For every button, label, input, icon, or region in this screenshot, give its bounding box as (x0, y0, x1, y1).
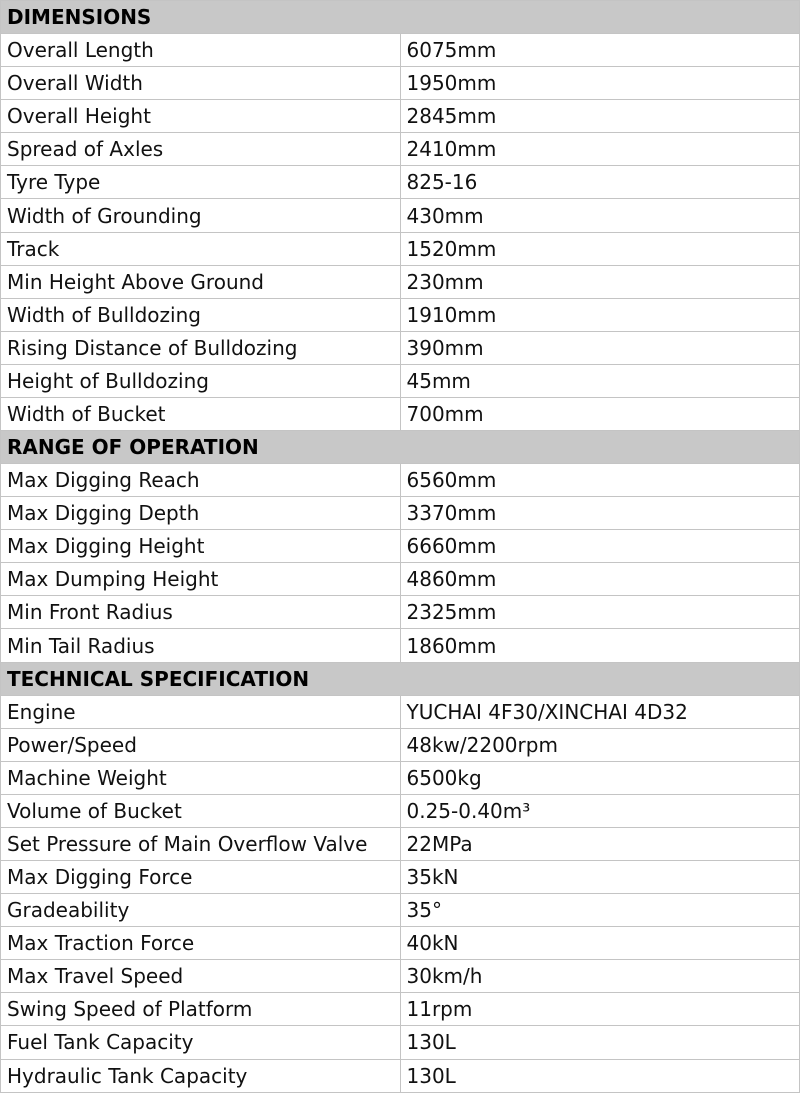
spec-label: Spread of Axles (1, 133, 401, 166)
spec-value: 130L (400, 1026, 800, 1059)
table-row (1, 133, 800, 166)
spec-label: Width of Bucket (1, 397, 401, 430)
table-row (1, 1026, 800, 1059)
spec-value: 6560mm (400, 464, 800, 497)
section-title: DIMENSIONS (1, 1, 800, 34)
spec-label: Overall Length (1, 34, 401, 67)
table-row (1, 728, 800, 761)
spec-label: Max Dumping Height (1, 563, 401, 596)
spec-value: 6075mm (400, 34, 800, 67)
section-header-row (1, 431, 800, 464)
spec-value: 230mm (400, 265, 800, 298)
spec-label: Max Digging Depth (1, 497, 401, 530)
table-row (1, 397, 800, 430)
spec-label: Tyre Type (1, 166, 401, 199)
spec-label: Min Front Radius (1, 596, 401, 629)
table-row (1, 100, 800, 133)
spec-value: 48kw/2200rpm (400, 728, 800, 761)
spec-label: Volume of Bucket (1, 794, 401, 827)
spec-value: 700mm (400, 397, 800, 430)
spec-value: 1950mm (400, 67, 800, 100)
table-row (1, 827, 800, 860)
table-row (1, 166, 800, 199)
spec-value: 35kN (400, 861, 800, 894)
spec-label: Track (1, 232, 401, 265)
table-row (1, 232, 800, 265)
spec-value: 130L (400, 1059, 800, 1093)
table-row (1, 199, 800, 232)
spec-label: Power/Speed (1, 728, 401, 761)
table-row (1, 67, 800, 100)
table-row (1, 993, 800, 1026)
table-row (1, 960, 800, 993)
spec-value: 825-16 (400, 166, 800, 199)
table-row (1, 34, 800, 67)
spec-label: Min Tail Radius (1, 629, 401, 662)
spec-label: Engine (1, 695, 401, 728)
spec-value: 2410mm (400, 133, 800, 166)
spec-value: 35° (400, 894, 800, 927)
spec-value: 0.25-0.40m³ (400, 794, 800, 827)
table-row (1, 563, 800, 596)
spec-label: Max Traction Force (1, 927, 401, 960)
spec-value: 1910mm (400, 298, 800, 331)
table-row (1, 464, 800, 497)
table-row (1, 794, 800, 827)
spec-value: 11rpm (400, 993, 800, 1026)
spec-label: Max Digging Force (1, 861, 401, 894)
table-row (1, 265, 800, 298)
table-row (1, 695, 800, 728)
table-row (1, 298, 800, 331)
spec-label: Width of Grounding (1, 199, 401, 232)
section-header-row (1, 1, 800, 34)
spec-value: 430mm (400, 199, 800, 232)
table-row (1, 894, 800, 927)
spec-value: 390mm (400, 331, 800, 364)
spec-label: Min Height Above Ground (1, 265, 401, 298)
table-row (1, 629, 800, 662)
spec-table-body (1, 1, 800, 1093)
table-row (1, 530, 800, 563)
spec-label: Width of Bulldozing (1, 298, 401, 331)
section-title: TECHNICAL SPECIFICATION (1, 662, 800, 695)
spec-value: YUCHAI 4F30/XINCHAI 4D32 (400, 695, 800, 728)
spec-value: 1520mm (400, 232, 800, 265)
spec-label: Set Pressure of Main Overflow Valve (1, 827, 401, 860)
table-row (1, 364, 800, 397)
table-row (1, 497, 800, 530)
spec-value: 6660mm (400, 530, 800, 563)
spec-label: Machine Weight (1, 761, 401, 794)
spec-label: Overall Height (1, 100, 401, 133)
spec-value: 2845mm (400, 100, 800, 133)
section-title: RANGE OF OPERATION (1, 431, 800, 464)
spec-label: Max Digging Height (1, 530, 401, 563)
spec-label: Height of Bulldozing (1, 364, 401, 397)
table-row (1, 761, 800, 794)
table-row (1, 861, 800, 894)
spec-label: Swing Speed of Platform (1, 993, 401, 1026)
spec-value: 1860mm (400, 629, 800, 662)
spec-value: 6500kg (400, 761, 800, 794)
section-header-row (1, 662, 800, 695)
spec-value: 40kN (400, 927, 800, 960)
spec-value: 45mm (400, 364, 800, 397)
spec-label: Max Digging Reach (1, 464, 401, 497)
spec-label: Overall Width (1, 67, 401, 100)
table-row (1, 331, 800, 364)
spec-value: 3370mm (400, 497, 800, 530)
table-row (1, 1059, 800, 1093)
spec-label: Rising Distance of Bulldozing (1, 331, 401, 364)
table-row (1, 927, 800, 960)
spec-label: Hydraulic Tank Capacity (1, 1059, 401, 1093)
spec-value: 2325mm (400, 596, 800, 629)
spec-label: Max Travel Speed (1, 960, 401, 993)
spec-value: 22MPa (400, 827, 800, 860)
spec-value: 4860mm (400, 563, 800, 596)
spec-value: 30km/h (400, 960, 800, 993)
table-row (1, 596, 800, 629)
spec-label: Fuel Tank Capacity (1, 1026, 401, 1059)
spec-label: Gradeability (1, 894, 401, 927)
